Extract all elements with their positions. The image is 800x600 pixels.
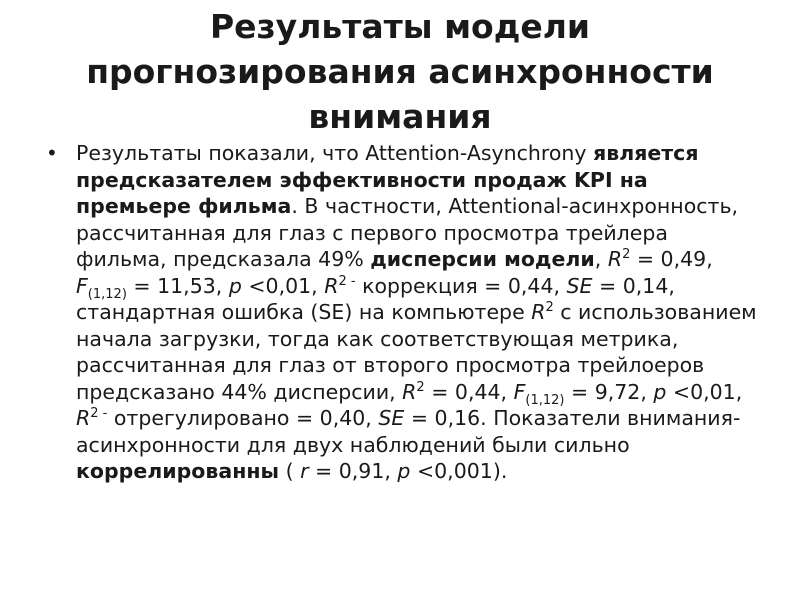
- bullet-icon: •: [46, 141, 58, 165]
- text-run: (: [279, 459, 301, 483]
- text-run: <0,01,: [666, 379, 743, 404]
- text-run: . В частности, Attentional-асинхронность, рассчитанная для глаз с первого просмотра трейлера фильма, предсказала 49%: [76, 194, 739, 271]
- text-run: = 0,16. Показатели внимания-асинхронности для двух наблюдений были сильно: [76, 406, 741, 457]
- slide-body: [46, 140, 762, 485]
- stat-symbol: p: [397, 459, 411, 483]
- superscript: 2 -: [338, 273, 356, 289]
- text-run: <0,001).: [410, 459, 508, 483]
- superscript: 2: [545, 300, 554, 315]
- stat-symbol: r: [300, 459, 309, 483]
- subscript: (1,12): [87, 286, 127, 302]
- superscript: 2 -: [90, 406, 108, 421]
- text-run: = 0,14, стандартная ошибка (SE) на компьютере: [76, 273, 675, 324]
- text-run: = 9,72,: [564, 379, 654, 404]
- text-run: = 11,53,: [126, 273, 229, 298]
- text-run: с использованием начала загрузки, тогда как соответствующая метрика, рассчитанная для глаз от второго просмотра трейлоеров предсказано 44% дисперсии,: [76, 300, 757, 404]
- text-run: = 0,44,: [424, 379, 514, 404]
- text-run: ,: [594, 247, 608, 271]
- subscript: (1,12): [525, 392, 565, 408]
- superscript: 2: [622, 247, 631, 262]
- text-run: отрегулировано = 0,40,: [107, 406, 379, 430]
- superscript: 2: [416, 379, 425, 395]
- text-run: коррекция = 0,44,: [355, 273, 567, 298]
- stat-symbol: R: [402, 379, 417, 404]
- bullet-paragraph: [76, 140, 762, 485]
- text-run: = 0,91,: [308, 459, 398, 483]
- stat-symbol: R: [324, 273, 339, 298]
- bold-run: коррелированны: [76, 459, 280, 483]
- stat-symbol: F: [76, 273, 88, 298]
- text-run: Результаты показали, что Attention-Asynchrony: [76, 141, 594, 165]
- text-run: <0,01,: [241, 273, 325, 298]
- bullet-item: [46, 140, 762, 485]
- stat-symbol: SE: [566, 273, 593, 298]
- title-line-3: внимания: [308, 97, 492, 136]
- bold-run: дисперсии модели: [370, 247, 595, 271]
- stat-symbol: SE: [378, 406, 405, 430]
- stat-symbol: F: [513, 379, 526, 404]
- text-run: = 0,49,: [630, 247, 713, 271]
- slide-title: [40, 4, 760, 139]
- stat-symbol: R: [607, 247, 623, 271]
- stat-symbol: p: [228, 273, 242, 298]
- stat-symbol: p: [653, 379, 667, 404]
- title-line-1: Результаты модели: [209, 7, 591, 46]
- stat-symbol: R: [76, 406, 91, 430]
- title-line-2: прогнозирования асинхронности: [86, 52, 714, 91]
- bold-run: является предсказателем эффективности продаж KPI на премьере фильма: [76, 141, 699, 218]
- stat-symbol: R: [531, 300, 546, 324]
